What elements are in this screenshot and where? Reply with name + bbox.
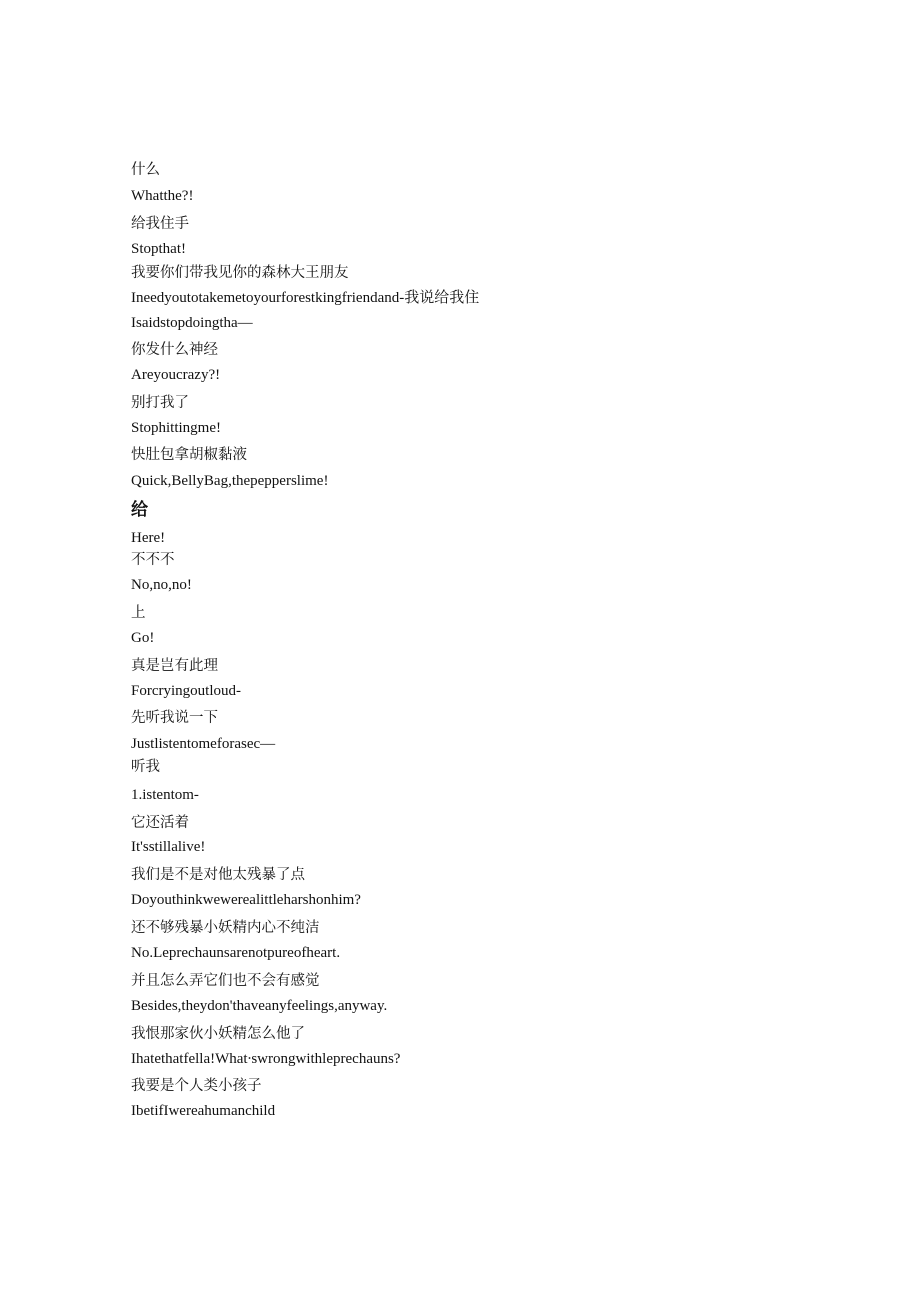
text-line: Go! [131,630,155,646]
text-line: Forcryingoutloud- [131,683,241,699]
text-line: 我们是不是对他太残暴了点 [131,867,305,883]
text-line: 先听我说一下 [131,710,218,726]
text-line: 听我 [131,759,160,775]
text-line: Isaidstopdoingtha— [131,315,253,331]
text-line: 它还活着 [131,815,189,831]
text-line: 别打我了 [131,395,189,411]
text-line: 什么 [131,162,160,178]
text-line: 你发什么神经 [131,342,218,358]
text-line: It'sstillalive! [131,839,206,855]
text-line: 给我住手 [131,216,189,232]
text-line: 上 [131,605,146,621]
text-line: No.Leprechaunsarenotpureofheart. [131,945,341,961]
text-line: Justlistentomeforasec— [131,736,276,752]
text-line: 还不够残暴小妖精内心不纯洁 [131,920,320,936]
text-line: Here! [131,530,166,546]
text-line: 我要你们带我见你的森林大王朋友 [131,265,349,281]
text-line: 1.istentom- [131,787,199,803]
text-line: 并且怎么弄它们也不会有感觉 [131,973,320,989]
text-line: No,no,no! [131,577,192,593]
text-line: 快肚包拿胡椒黏液 [131,447,247,463]
text-line: Ihatethatfella!What∙swrongwithleprechauns? [131,1051,401,1067]
text-line: Quick,BellyBag,thepepperslime! [131,473,329,489]
text-line: Stopthat! [131,241,186,257]
text-line: 不不不 [131,552,175,568]
text-line: IbetifIwereahumanchild [131,1103,276,1119]
text-line: Areyoucrazy?! [131,367,221,383]
text-line: Besides,theydon'thaveanyfeelings,anyway. [131,998,388,1014]
text-line: Stophittingme! [131,420,221,436]
text-line: 给 [131,500,148,520]
text-line: 真是岂有此理 [131,658,218,674]
text-line: Whatthe?! [131,188,194,204]
text-line: Doyouthinkwewerealittleharshonhim? [131,892,361,908]
text-line: 我要是个人类小孩子 [131,1078,262,1094]
text-line: 我恨那家伙小妖精怎么他了 [131,1026,305,1042]
text-line: Ineedyoutotakemetoyourforestkingfriendand-我说给我住 [131,290,480,306]
